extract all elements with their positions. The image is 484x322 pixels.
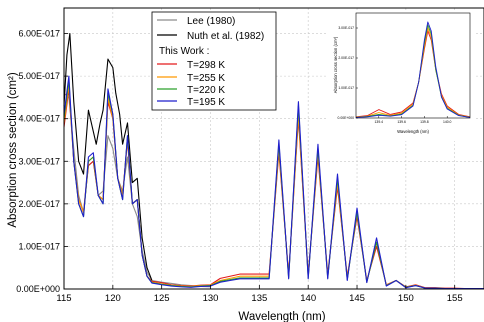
inset-x-axis-title: Wavelength (nm) <box>397 129 429 134</box>
legend-label-lee: Lee (1980) <box>187 16 236 27</box>
main-y-axis-title: Absorption cross section (cm²) <box>7 72 19 228</box>
inset-y-tick-label-2: 2.00E-017 <box>338 56 354 61</box>
legend-label-195: T=195 K <box>187 97 226 108</box>
inset-y-tick-label-0: 0.00E+000 <box>337 116 354 121</box>
main-x-tick-label-5: 140 <box>300 293 317 304</box>
main-x-tick-label-4: 135 <box>251 293 268 304</box>
main-x-tick-label-0: 115 <box>56 293 72 304</box>
main-x-tick-label-6: 145 <box>349 293 365 304</box>
main-x-tick-label-1: 120 <box>104 293 121 304</box>
main-y-tick-label-0: 0.00E+000 <box>16 284 60 294</box>
legend-label-nuth: Nuth et al. (1982) <box>187 31 265 42</box>
legend-label-255: T=255 K <box>187 73 226 84</box>
main-y-tick-label-4: 4.00E-017 <box>18 113 60 124</box>
inset-x-tick-label-2: 139.8 <box>420 120 429 124</box>
main-x-tick-label-7: 150 <box>397 293 414 304</box>
main-y-tick-label-3: 3.00E-017 <box>18 156 60 167</box>
inset-y-axis-title: Absorption cross section (cm²) <box>333 36 338 94</box>
inset-x-tick-label-3: 140.0 <box>442 120 452 124</box>
inset-chart <box>327 10 476 141</box>
main-x-tick-label-3: 130 <box>202 293 219 304</box>
legend-header: This Work : <box>159 46 210 57</box>
main-y-tick-label-6: 6.00E-017 <box>18 28 60 39</box>
main-x-tick-label-2: 125 <box>153 293 170 304</box>
main-x-axis-title: Wavelength (nm) <box>238 311 326 322</box>
legend <box>152 12 276 110</box>
inset-x-tick-label-1: 139.6 <box>397 120 406 124</box>
legend-label-298: T=298 K <box>187 60 226 71</box>
main-y-tick-label-2: 2.00E-017 <box>18 198 60 209</box>
inset-x-tick-label-0: 139.4 <box>374 120 384 124</box>
inset-y-tick-label-1: 1.00E-017 <box>338 86 354 91</box>
main-y-tick-label-1: 1.00E-017 <box>18 241 60 252</box>
legend-label-220: T=220 K <box>187 85 226 96</box>
inset-y-tick-label-3: 3.00E-017 <box>338 26 354 31</box>
main-y-tick-label-5: 5.00E-017 <box>18 71 60 82</box>
main-x-tick-label-8: 155 <box>446 293 463 304</box>
